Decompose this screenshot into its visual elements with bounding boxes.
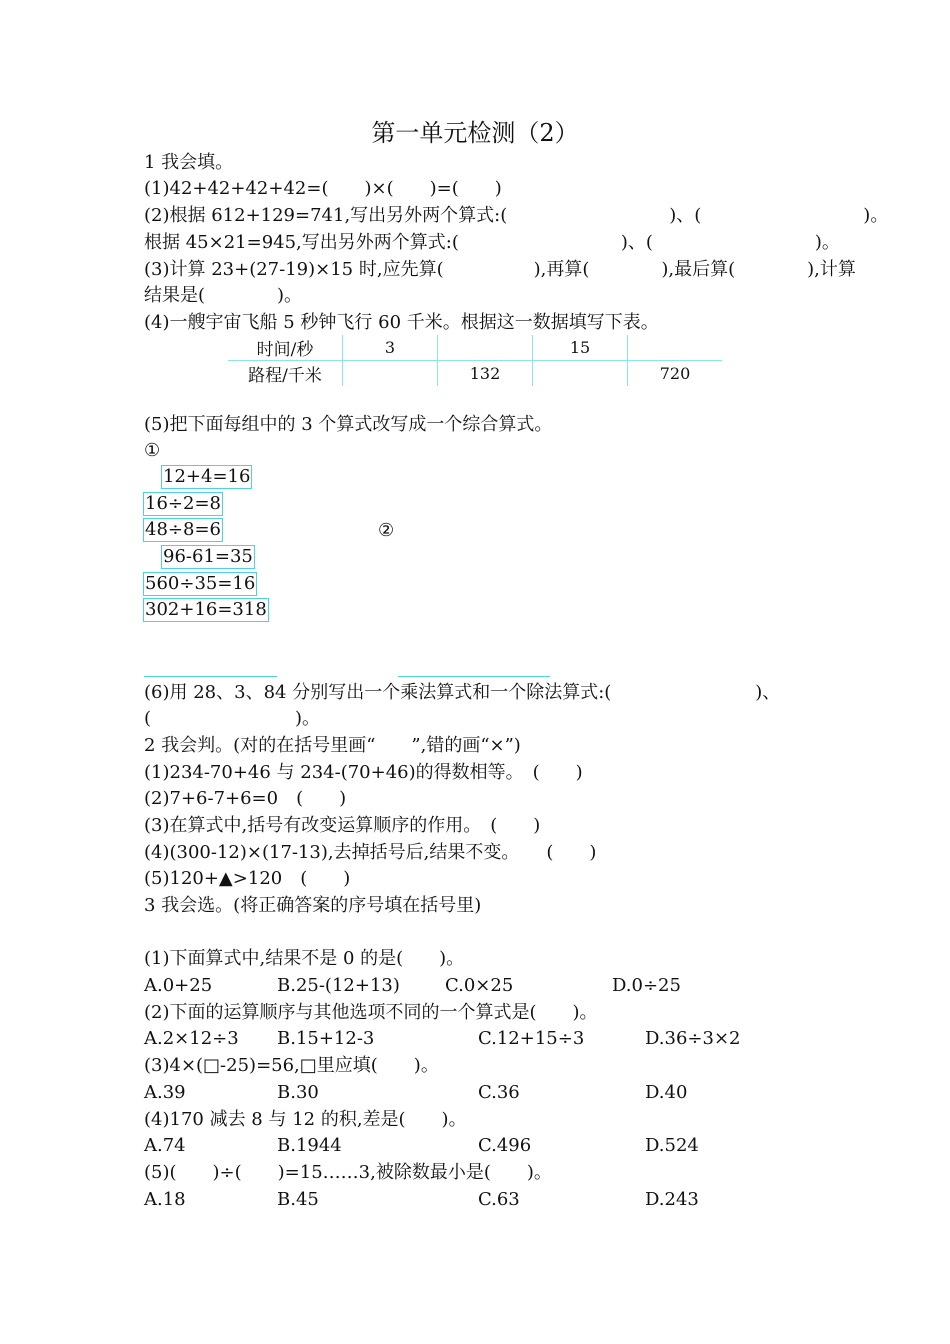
- judge-item: (4)(300-12)×(17-13),去掉括号后,结果不变。 ( ): [144, 842, 597, 863]
- judge-item: (2)7+6-7+6=0 ( ): [144, 788, 347, 809]
- choice-option: A.2×12÷3: [144, 1028, 239, 1049]
- choice-option: D.243: [645, 1189, 699, 1210]
- choice-question: (2)下面的运算顺序与其他选项不同的一个算式是( )。: [144, 1002, 598, 1023]
- formula-box: 16÷2=8: [145, 493, 221, 514]
- group-2-marker: ②: [378, 520, 395, 541]
- question-1-2b: 根据 45×21=945,写出另外两个算式:( )、( )。: [144, 232, 840, 253]
- choice-question: (3)4×(□-25)=56,□里应填( )。: [144, 1055, 439, 1076]
- choice-option: B.15+12-3: [277, 1028, 375, 1049]
- table-cell: 132: [438, 361, 533, 387]
- formula-box: 12+4=16: [163, 466, 251, 487]
- choice-question: (5)( )÷( )=15……3,被除数最小是( )。: [144, 1162, 552, 1183]
- formula-box: 302+16=318: [145, 599, 267, 620]
- judge-item: (5)120+▲>120 ( ): [144, 868, 351, 889]
- table-cell: [343, 361, 438, 387]
- page-title: 第一单元检测（2）: [371, 119, 579, 147]
- section-1-heading: 1 我会填。: [144, 152, 234, 173]
- table-label-distance: 路程/千米: [248, 366, 322, 386]
- choice-option: A.18: [144, 1189, 186, 1210]
- choice-option: B.25-(12+13): [277, 975, 400, 996]
- formula-box: 560÷35=16: [145, 573, 256, 594]
- choice-option: B.1944: [277, 1135, 342, 1156]
- table-cell: 15: [533, 335, 628, 361]
- question-1-5: (5)把下面每组中的 3 个算式改写成一个综合算式。: [144, 414, 553, 435]
- formula-box: 48÷8=6: [145, 519, 221, 540]
- choice-option: D.524: [645, 1135, 699, 1156]
- question-1-1: (1)42+42+42+42=( )×( )=( ): [144, 178, 502, 199]
- choice-option: A.0+25: [144, 975, 213, 996]
- choice-option: C.36: [478, 1082, 520, 1103]
- table-cell: [438, 335, 533, 361]
- question-1-6a: (6)用 28、3、84 分别写出一个乘法算式和一个除法算式:( )、: [144, 682, 781, 703]
- table-cell: [533, 361, 628, 387]
- question-1-3b: 结果是( )。: [144, 285, 303, 306]
- section-3-heading: 3 我会选。(将正确答案的序号填在括号里): [144, 895, 482, 916]
- choice-option: C.496: [478, 1135, 532, 1156]
- question-1-3a: (3)计算 23+(27-19)×15 时,应先算( ),再算( ),最后算( ),计算: [144, 259, 856, 280]
- choice-option: B.45: [277, 1189, 319, 1210]
- answer-line: [144, 676, 277, 677]
- table-label-time: 时间/秒: [228, 335, 343, 361]
- choice-question: (1)下面算式中,结果不是 0 的是( )。: [144, 948, 465, 969]
- table-cell: 3: [343, 335, 438, 361]
- speed-table: [228, 335, 722, 386]
- choice-option: D.0÷25: [612, 975, 681, 996]
- table-row: [228, 335, 722, 361]
- choice-question: (4)170 减去 8 与 12 的积,差是( )。: [144, 1109, 467, 1130]
- choice-option: C.12+15÷3: [478, 1028, 585, 1049]
- table-cell: [628, 335, 723, 361]
- choice-option: D.40: [645, 1082, 688, 1103]
- choice-option: A.74: [144, 1135, 186, 1156]
- choice-option: A.39: [144, 1082, 186, 1103]
- section-2-heading: 2 我会判。(对的在括号里画“ ”,错的画“×”): [144, 735, 521, 756]
- table-cell: 720: [628, 361, 723, 387]
- formula-box: 96-61=35: [163, 546, 253, 567]
- question-1-6b: ( )。: [144, 708, 321, 729]
- judge-item: (3)在算式中,括号有改变运算顺序的作用。 ( ): [144, 815, 541, 836]
- question-1-2a: (2)根据 612+129=741,写出另外两个算式:( )、( )。: [144, 205, 889, 226]
- choice-option: C.0×25: [445, 975, 514, 996]
- choice-option: D.36÷3×2: [645, 1028, 741, 1049]
- judge-item: (1)234-70+46 与 234-(70+46)的得数相等。 ( ): [144, 762, 583, 783]
- table-row: [228, 361, 722, 387]
- group-1-marker: ①: [144, 440, 161, 461]
- answer-line: [398, 676, 550, 677]
- choice-option: C.63: [478, 1189, 520, 1210]
- question-1-4: (4)一艘宇宙飞船 5 秒钟飞行 60 千米。根据这一数据填写下表。: [144, 312, 659, 333]
- choice-option: B.30: [277, 1082, 319, 1103]
